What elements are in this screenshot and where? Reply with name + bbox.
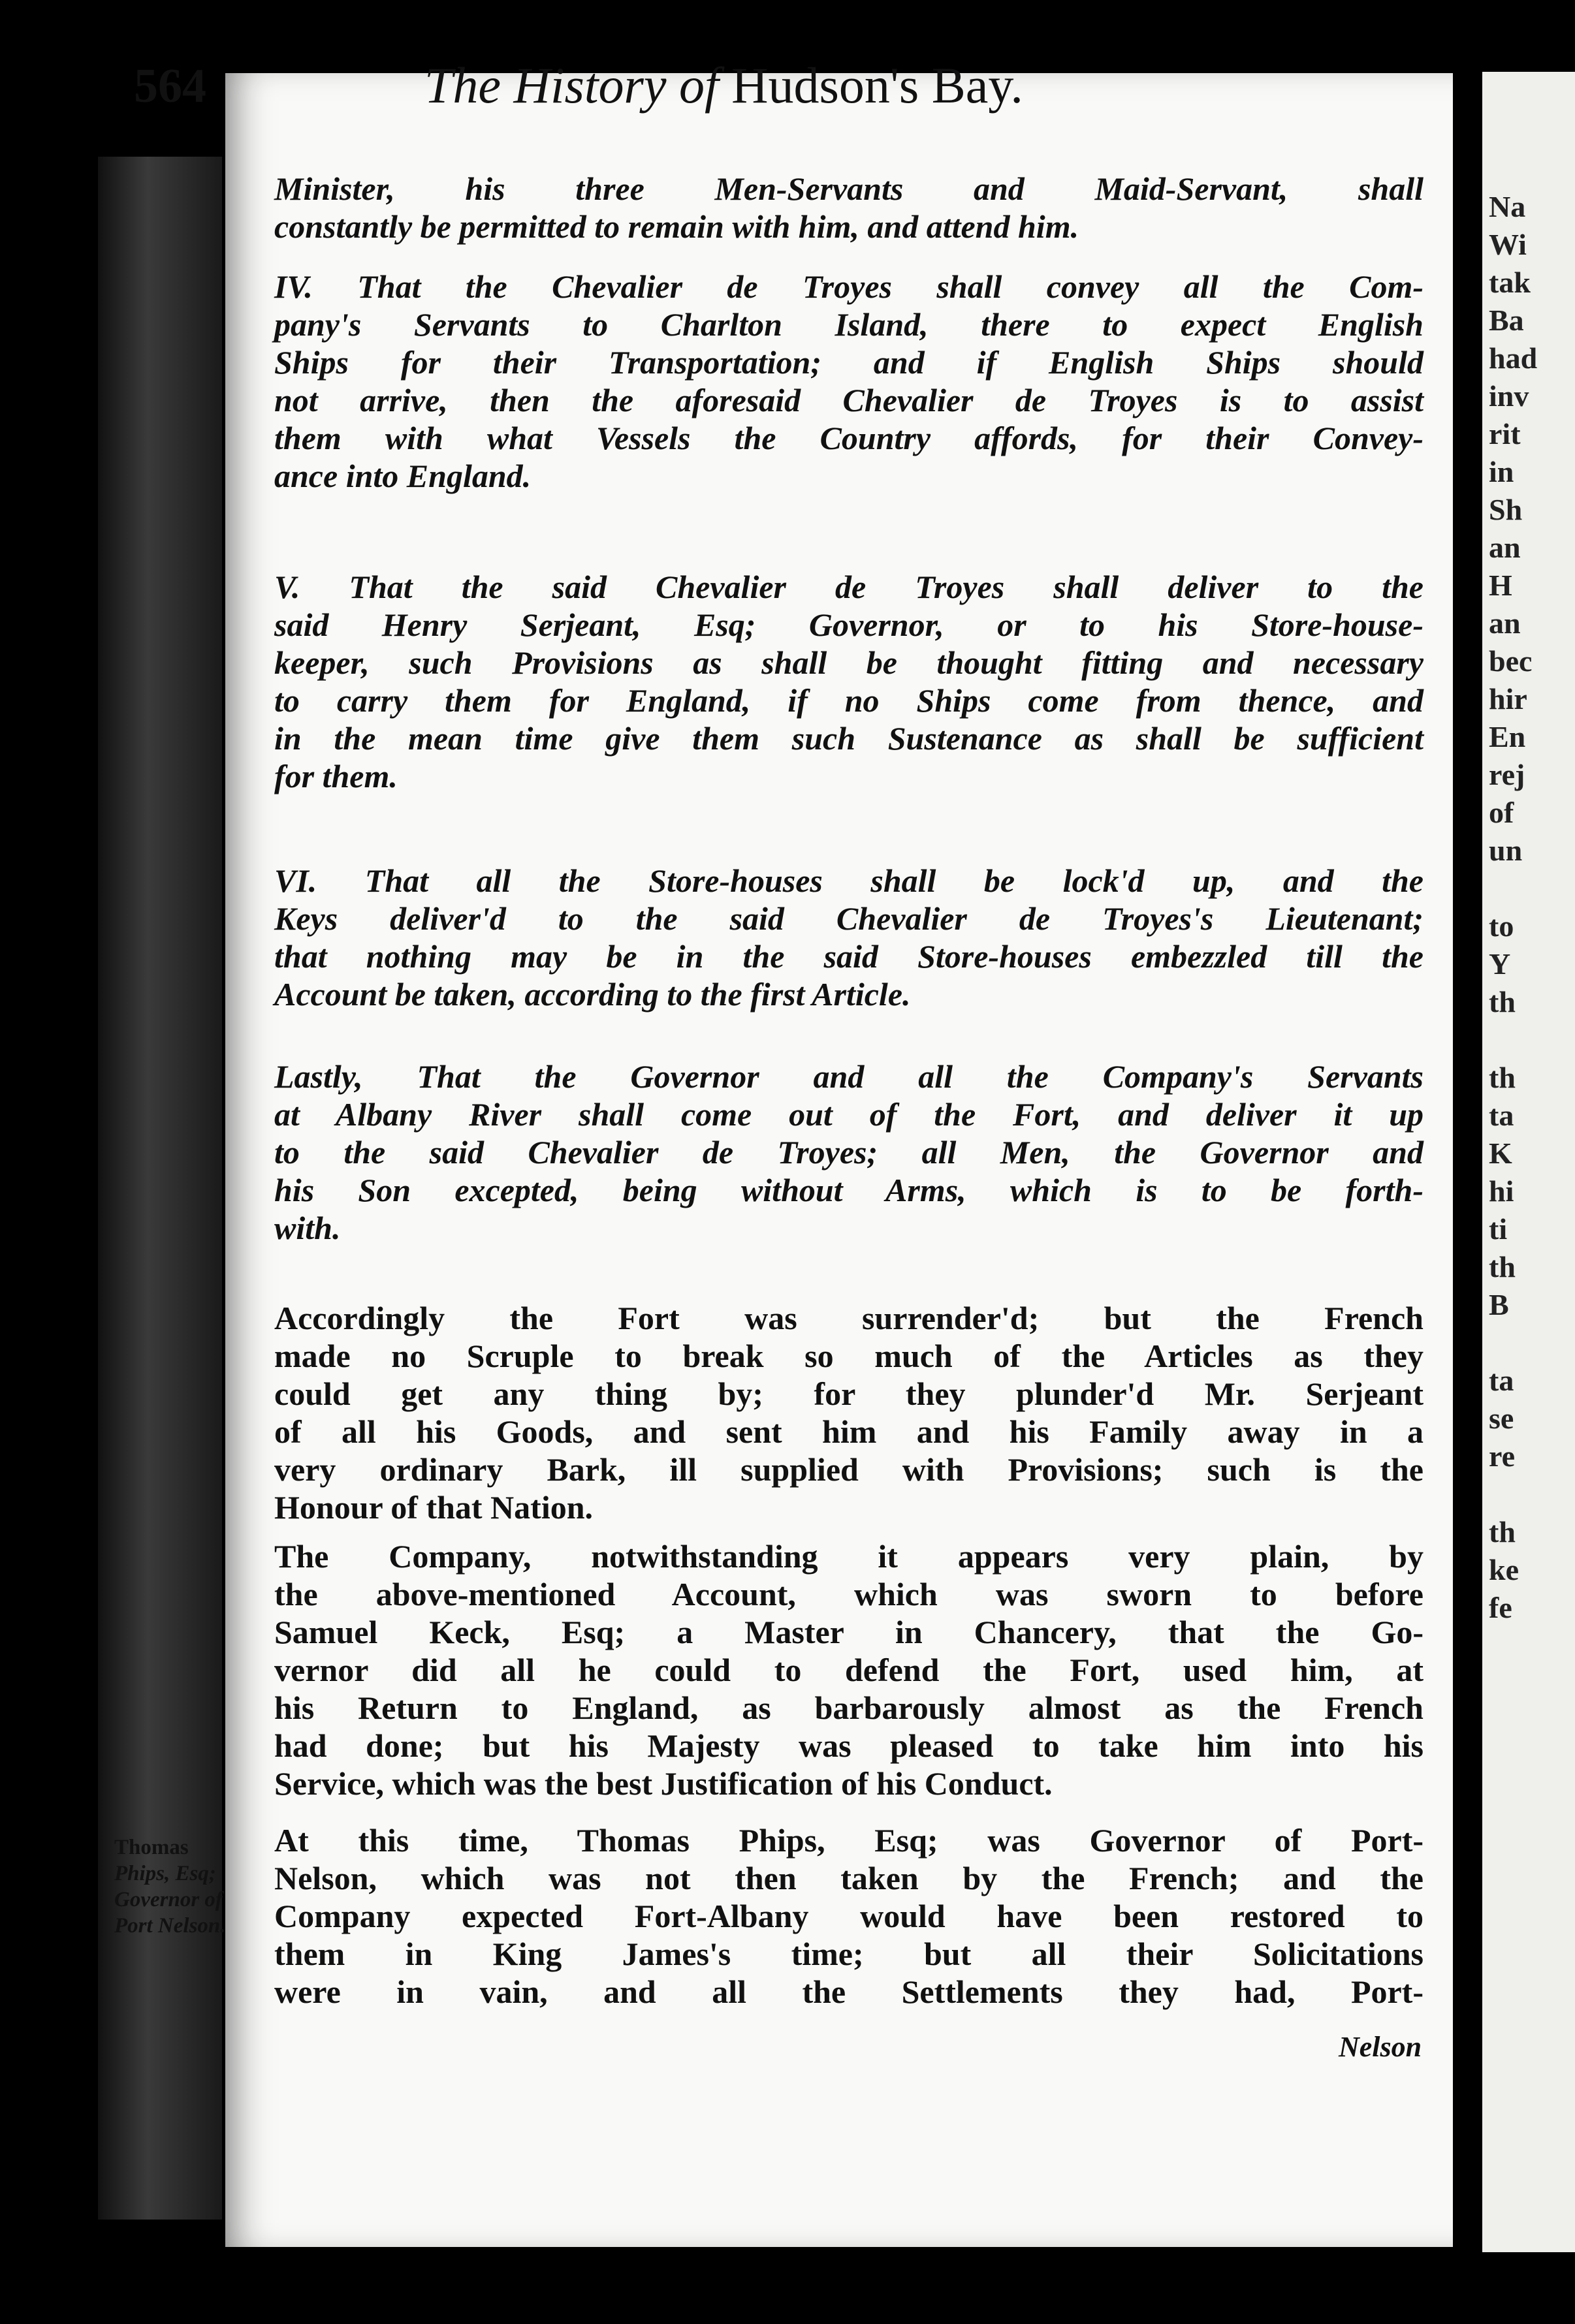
text-line: V. That the said Chevalier de Troyes shall deliver to the [274, 569, 1424, 605]
text-line: them in King James's time; but all their Solicitations [274, 1936, 1424, 1972]
text-line: Keys deliver'd to the said Chevalier de Troyes's Lieutenant; [274, 900, 1424, 937]
paragraph-article-iv [274, 268, 1424, 495]
text-line: Service, which was the best Justification of his Conduct. [274, 1765, 1053, 1802]
paragraph-article-vi [274, 862, 1424, 1013]
text-line: vernor did all he could to defend the Fort, used him, at [274, 1652, 1424, 1688]
facing-page-fragment: an [1489, 606, 1521, 640]
facing-page-fragment: K [1489, 1137, 1512, 1170]
facing-page-fragment [1489, 1021, 1537, 1059]
facing-page-fragment: En [1489, 720, 1526, 753]
text-line: Honour of that Nation. [274, 1489, 594, 1526]
facing-page-fragment: th [1489, 1250, 1516, 1283]
facing-page-fragment: th [1489, 985, 1516, 1018]
facing-page-fragment: H [1489, 569, 1512, 602]
paragraph-lastly [274, 1058, 1424, 1247]
facing-page-fragment: re [1489, 1439, 1516, 1473]
text-line: in the mean time give them such Sustenance as shall be sufficient [274, 720, 1424, 757]
text-line: Minister, his three Men-Servants and Maid-Servant, shall [274, 170, 1424, 207]
text-line: were in vain, and all the Settlements they had, Port- [274, 1973, 1424, 2010]
facing-page-fragment: se [1489, 1402, 1514, 1435]
margin-note-line: Governor of [114, 1888, 223, 1911]
text-line: Lastly, That the Governor and all the Company's Servants [274, 1058, 1424, 1095]
text-line: keeper, such Provisions as shall be thought fitting and necessary [274, 644, 1424, 681]
text-line: of all his Goods, and sent him and his Family away in a [274, 1413, 1424, 1450]
facing-page-fragment: un [1489, 834, 1523, 867]
text-line: Accordingly the Fort was surrender'd; but the French [274, 1300, 1424, 1336]
facing-page-fragment: Na [1489, 190, 1526, 223]
facing-page-fragment [1489, 870, 1537, 907]
text-line: pany's Servants to Charlton Island, there to expect English [274, 306, 1424, 343]
text-line: to carry them for England, if no Ships come from thence, and [274, 682, 1424, 719]
paragraph-company [274, 1537, 1424, 1802]
text-line: had done; but his Majesty was pleased to take him into his [274, 1727, 1424, 1764]
text-line: for them. [274, 758, 398, 794]
text-line: Nelson, which was not then taken by the French; and the [274, 1860, 1424, 1896]
facing-page-fragment: bec [1489, 644, 1533, 678]
facing-page-fragment: hir [1489, 682, 1527, 715]
text-line: with. [274, 1210, 341, 1246]
text-line: Company expected Fort-Albany would have been restored to [274, 1898, 1424, 1934]
facing-page-fragment: of [1489, 796, 1514, 829]
facing-page-fragment: Ba [1489, 304, 1524, 337]
running-head [424, 56, 1175, 115]
paragraph-phips [274, 1821, 1424, 2011]
text-line: IV. That the Chevalier de Troyes shall convey all the Com- [274, 268, 1424, 305]
margin-note [114, 1834, 271, 1939]
text-line: Samuel Keck, Esq; a Master in Chancery, that the Go- [274, 1614, 1424, 1650]
page-number: 564 [134, 59, 206, 113]
catchword: Nelson [1339, 2031, 1422, 2063]
facing-page-fragment: Sh [1489, 493, 1523, 526]
paragraph-accordingly [274, 1299, 1424, 1526]
facing-page-fragment: fe [1489, 1591, 1512, 1624]
facing-page-fragment: inv [1489, 379, 1529, 413]
facing-page-fragment: th [1489, 1515, 1516, 1548]
text-line: that nothing may be in the said Store-houses embezzled till the [274, 938, 1424, 975]
text-line: At this time, Thomas Phips, Esq; was Governor of Port- [274, 1822, 1424, 1859]
text-line: could get any thing by; for they plunder'd Mr. Serjeant [274, 1375, 1424, 1412]
text-line: ance into England. [274, 458, 532, 494]
text-line: constantly be permitted to remain with him, and attend him. [274, 208, 1079, 245]
text-line: the above-mentioned Account, which was sworn to before [274, 1576, 1424, 1612]
text-line: VI. That all the Store-houses shall be lock'd up, and the [274, 862, 1424, 899]
facing-page-fragment: ta [1489, 1099, 1514, 1132]
facing-page-fragment: ke [1489, 1553, 1519, 1586]
facing-page-fragment [1489, 1475, 1537, 1513]
facing-page-fragment: had [1489, 341, 1538, 375]
facing-page-fragment [1489, 1324, 1537, 1362]
paragraph-intro [274, 170, 1424, 245]
text-line: them with what Vessels the Country affords, for their Convey- [274, 420, 1424, 456]
margin-note-line: Port Nelson. [114, 1914, 226, 1938]
facing-page-fragment: to [1489, 909, 1514, 943]
facing-page-fragment: tak [1489, 266, 1531, 299]
facing-page-fragment: rej [1489, 758, 1525, 791]
facing-page-fragment: ti [1489, 1212, 1508, 1246]
facing-page-fragment: th [1489, 1061, 1516, 1094]
text-line: his Son excepted, being without Arms, which is to be forth- [274, 1172, 1424, 1208]
facing-page-fragment: an [1489, 531, 1521, 564]
running-head-italic: The History of [424, 57, 719, 114]
text-line: The Company, notwithstanding it appears very plain, by [274, 1538, 1424, 1575]
facing-page-fragment: ta [1489, 1364, 1514, 1397]
facing-page-fragment: Wi [1489, 228, 1527, 261]
text-line: very ordinary Bark, ill supplied with Provisions; such is the [274, 1451, 1424, 1488]
text-line: made no Scruple to break so much of the Articles as they [274, 1338, 1424, 1374]
margin-note-line: Thomas [114, 1836, 189, 1859]
text-line: Account be taken, according to the first Article. [274, 976, 911, 1013]
facing-page-fragment: rit [1489, 417, 1521, 450]
text-line: Ships for their Transportation; and if English Ships should [274, 344, 1424, 381]
margin-note-line: Phips, Esq; [114, 1862, 216, 1885]
running-head-roman: Hudson's Bay. [731, 57, 1023, 114]
facing-page-text [1489, 188, 1537, 1627]
facing-page-fragment: B [1489, 1288, 1509, 1321]
text-line: said Henry Serjeant, Esq; Governor, or to his Store-house- [274, 606, 1424, 643]
facing-page-fragment: hi [1489, 1174, 1514, 1208]
text-line: his Return to England, as barbarously almost as the French [274, 1689, 1424, 1726]
paragraph-article-v [274, 568, 1424, 795]
text-line: not arrive, then the aforesaid Chevalier de Troyes is to assist [274, 382, 1424, 418]
text-line: at Albany River shall come out of the Fort, and deliver it up [274, 1096, 1424, 1133]
facing-page-fragment: Y [1489, 947, 1511, 981]
facing-page-edge [1482, 72, 1575, 2252]
text-line: to the said Chevalier de Troyes; all Men, the Governor and [274, 1134, 1424, 1170]
facing-page-fragment: in [1489, 455, 1514, 488]
